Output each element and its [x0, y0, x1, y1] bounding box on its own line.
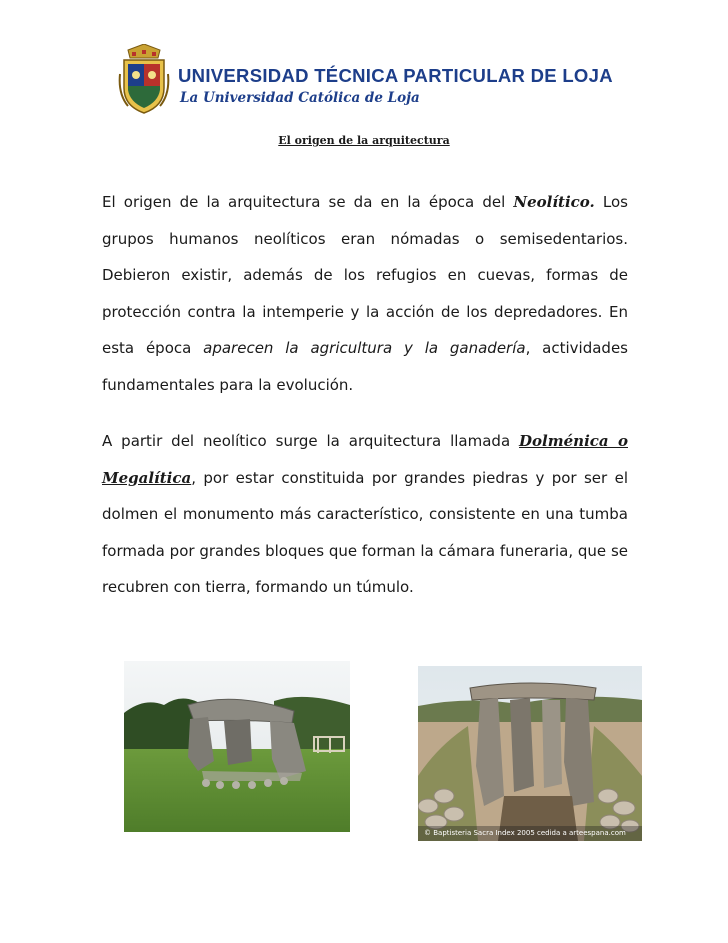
paragraph-megalithic-architecture	[102, 423, 628, 606]
dolmen-photo-1	[124, 661, 350, 832]
megalithic-emphasis: Dolménica o Megalítica	[102, 432, 628, 487]
university-crest-logo	[118, 44, 170, 114]
document-title-line	[0, 134, 728, 147]
paragraph2-text2: , por estar constituida por grandes piedras y por ser el dolmen el monumento más característico, consistente en una tumba formada por grandes bloques que forman la cámara funeraria, que se recubren con tierra, formando un túmulo.	[102, 468, 628, 596]
university-name: UNIVERSIDAD TÉCNICA PARTICULAR DE LOJA	[178, 65, 613, 86]
photo-credit: © Baptisteria Sacra Index 2005 cedida a arteespana.com	[424, 829, 626, 837]
paragraph-neolithic-origin	[102, 184, 628, 403]
dolmen-photo-2	[418, 666, 642, 841]
document-title: El origen de la arquitectura	[278, 134, 450, 147]
agriculture-emphasis: aparecen la agricultura y la ganadería	[203, 339, 526, 357]
paragraph2-text1: A partir del neolítico surge la arquitectura llamada	[102, 432, 520, 450]
paragraph1-text2: Los grupos humanos neolíticos eran nómadas o semisedentarios. Debieron existir, además de los refugios en cuevas, formas de protección contra la intemperie y la acción de los depredadores. En esta época	[102, 193, 628, 357]
paragraph1-text1: El origen de la arquitectura se da en la época del	[102, 193, 514, 211]
university-subtitle: La Universidad Católica de Loja	[180, 90, 420, 106]
paragraph1-text3: , actividades fundamentales para la evolución.	[102, 339, 628, 394]
document-header	[118, 44, 618, 114]
neolithic-emphasis: Neolítico.	[513, 193, 595, 211]
